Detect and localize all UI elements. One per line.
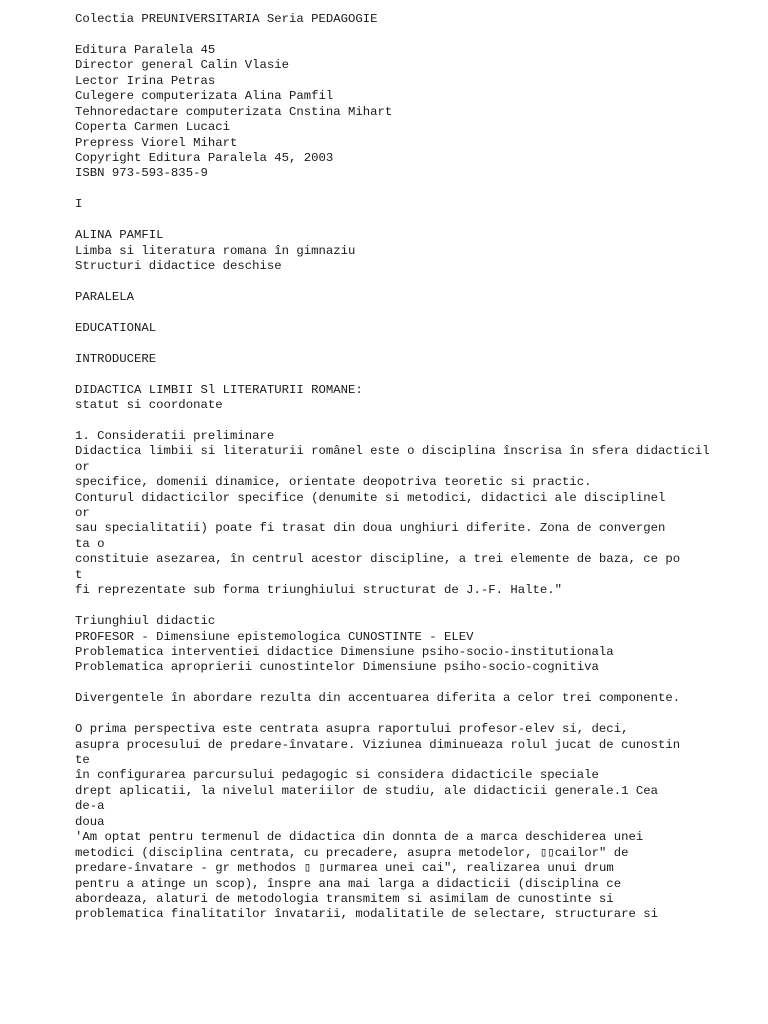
text-line <box>75 599 755 614</box>
text-line: Conturul didacticilor specifice (denumite si metodici, didactici ale disciplinel <box>75 490 666 505</box>
text-line: drept aplicatii, la nivelul materiilor de studiu, ale didacticii generale.1 Cea <box>75 783 658 798</box>
text-line: predare-învatare - gr methodos ▯ ▯urmarea unei cai", realizarea unui drum <box>75 861 614 876</box>
text-line <box>75 182 755 197</box>
text-line: asupra procesului de predare-învatare. Viziunea diminueaza rolul jucat de cunostin <box>75 737 681 752</box>
text-line: Limba si literatura romana în gimnaziu <box>75 243 356 258</box>
text-line: în configurarea parcursului pedagogic si considera didacticile speciale <box>75 768 599 783</box>
text-line: problematica finalitatilor învatarii, modalitatile de selectare, structurare si <box>75 907 658 922</box>
text-line: Copyright Editura Paralela 45, 2003 <box>75 150 334 165</box>
text-line: te <box>75 753 90 767</box>
text-line: I <box>75 197 83 212</box>
text-line: doua <box>75 814 105 829</box>
text-line: 1. Consideratii preliminare <box>75 428 275 443</box>
text-line: ta o <box>75 536 105 551</box>
text-line <box>75 305 755 320</box>
text-line: constituie asezarea, în centrul acestor discipline, a trei elemente de baza, ce po <box>75 552 681 567</box>
text-line: ALINA PAMFIL <box>75 228 164 243</box>
text-line <box>75 336 755 351</box>
text-line: Culegere computerizata Alina Pamfil <box>75 89 334 104</box>
text-line: pentru a atinge un scop), înspre ana mai larga a didacticii (disciplina ce <box>75 876 622 891</box>
text-line: Problematica aproprierii cunostintelor Dimensiune psiho-socio-cognitiva <box>75 660 599 675</box>
text-line <box>75 676 755 691</box>
text-line: Colectia PREUNIVERSITARIA Seria PEDAGOGIE <box>75 12 378 26</box>
text-line: statut si coordonate <box>75 397 223 412</box>
text-line: DIDACTICA LIMBII Sl LITERATURII ROMANE: <box>75 382 363 397</box>
text-line: Director general Calin Vlasie <box>75 58 290 73</box>
text-line <box>75 213 755 228</box>
text-line: Structuri didactice deschise <box>75 259 282 273</box>
text-line: Triunghiul didactic <box>75 614 216 629</box>
text-line: fi reprezentate sub forma triunghiului structurat de J.-F. Halte." <box>75 583 563 598</box>
text-line: PARALELA <box>75 289 135 304</box>
text-line <box>75 707 755 722</box>
text-line <box>75 413 755 428</box>
text-line: Coperta Carmen Lucaci <box>75 120 230 135</box>
document-page <box>75 12 755 923</box>
text-line: Prepress Viorel Mihart <box>75 135 238 150</box>
text-line: INTRODUCERE <box>75 351 157 366</box>
text-line: or <box>75 506 90 520</box>
text-line: Lector Irina Petras <box>75 73 216 88</box>
text-line: Tehnoredactare computerizata Cnstina Mihart <box>75 104 393 119</box>
text-line: Divergentele în abordare rezulta din accentuarea diferita a celor trei componente. <box>75 691 681 706</box>
text-line: sau specialitatii) poate fi trasat din doua unghiuri diferite. Zona de convergen <box>75 521 666 536</box>
text-line <box>75 274 755 289</box>
text-line: t <box>75 567 83 582</box>
text-line: or <box>75 459 90 474</box>
text-line: metodici (disciplina centrata, cu precadere, asupra metodelor, ▯▯cailor" de <box>75 845 629 860</box>
text-line: PROFESOR - Dimensiune epistemologica CUNOSTINTE - ELEV <box>75 629 474 644</box>
text-line: Didactica limbii si literaturii românel este o disciplina înscrisa în sfera didacticil <box>75 444 710 459</box>
text-line: ISBN 973-593-835-9 <box>75 166 208 181</box>
text-line: EDUCATIONAL <box>75 320 157 335</box>
text-line <box>75 367 755 382</box>
text-line: Editura Paralela 45 <box>75 42 216 57</box>
text-line: O prima perspectiva este centrata asupra raportului profesor-elev si, deci, <box>75 722 629 737</box>
text-line: abordeaza, alaturi de metodologia transmitem si asimilam de cunostinte si <box>75 891 614 906</box>
text-line <box>75 27 755 42</box>
text-line: specifice, domenii dinamice, orientate deopotriva teoretic si practic. <box>75 475 592 490</box>
text-line: 'Am optat pentru termenul de didactica din donnta de a marca deschiderea unei <box>75 830 644 845</box>
text-line: de-a <box>75 799 105 814</box>
text-line: Problematica interventiei didactice Dimensiune psiho-socio-institutionala <box>75 644 614 659</box>
